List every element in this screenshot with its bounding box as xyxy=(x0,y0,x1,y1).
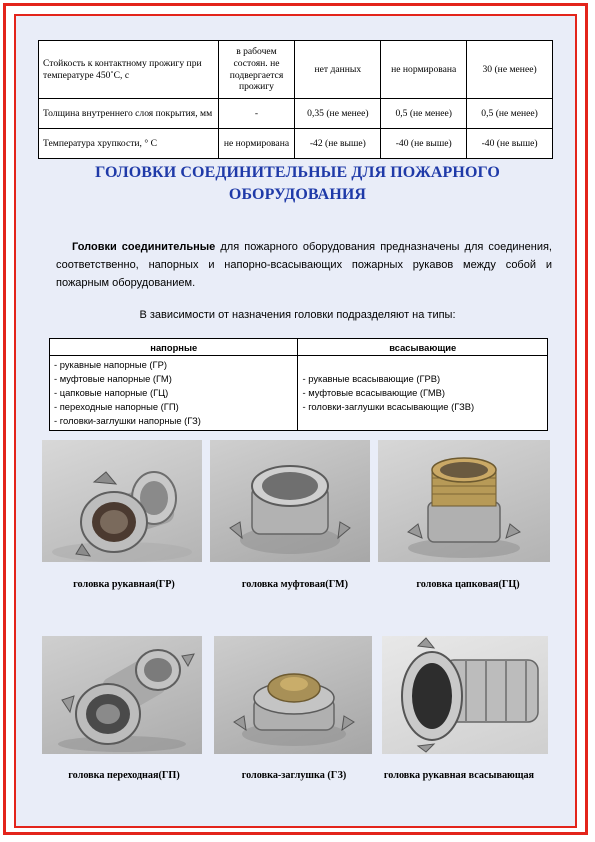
suction-hose-coupling-photo xyxy=(382,636,548,754)
list-item: - цапковые напорные (ГЦ) xyxy=(54,387,169,398)
types-header-suction: всасывающие xyxy=(298,339,548,356)
photo-caption: головка рукавная(ГР) xyxy=(73,579,175,590)
photo-caption: головка цапковая(ГЦ) xyxy=(416,579,520,590)
intro-bold: Головки соединительные xyxy=(72,241,216,253)
male-threaded-coupling-photo xyxy=(378,440,550,562)
adapter-coupling-photo xyxy=(42,636,202,754)
list-item: - головки-заглушки всасывающие (ГЗВ) xyxy=(302,401,475,412)
spec-cell: -40 (не выше) xyxy=(381,129,467,159)
spec-cell: -42 (не выше) xyxy=(295,129,381,159)
list-item: - муфтовые напорные (ГМ) xyxy=(54,373,172,384)
section-title-line2: ОБОРУДОВАНИЯ xyxy=(228,186,367,203)
spec-label: Толщина внутреннего слоя покрытия, мм xyxy=(39,99,219,129)
spec-label: Температура хрупкости, ° С xyxy=(39,129,219,159)
spec-label: Стойкость к контактному прожигу при температуре 450˚С, с xyxy=(39,41,219,99)
suction-types-list xyxy=(298,356,548,431)
spec-table xyxy=(38,40,553,159)
photo-caption: головка рукавная всасывающая xyxy=(383,770,535,781)
spec-cell: -40 (не выше) xyxy=(467,129,553,159)
spec-cell: не нормирована xyxy=(218,129,295,159)
spec-cell: 0,5 (не менее) xyxy=(381,99,467,129)
table-row xyxy=(39,129,553,159)
spec-cell: не нормирована xyxy=(381,41,467,99)
pressure-types-list xyxy=(50,356,298,431)
list-item: - рукавные напорные (ГР) xyxy=(54,359,167,370)
intro-paragraph xyxy=(56,238,552,292)
photo-caption: головка-заглушка (ГЗ) xyxy=(241,770,347,781)
photo-caption: головка переходная(ГП) xyxy=(68,770,180,781)
section-title: ГОЛОВКИ СОЕДИНИТЕЛЬНЫЕ ДЛЯ ПОЖАРНОГО xyxy=(95,164,500,181)
list-item: - головки-заглушки напорные (ГЗ) xyxy=(54,415,201,426)
table-row xyxy=(39,99,553,129)
spec-cell: - xyxy=(218,99,295,129)
types-table xyxy=(49,338,548,431)
types-intro: В зависимости от назначения головки подразделяют на типы: xyxy=(139,309,456,321)
spec-cell: нет данных xyxy=(295,41,381,99)
list-item: - муфтовые всасывающие (ГМВ) xyxy=(302,387,446,398)
list-item: - переходные напорные (ГП) xyxy=(54,401,179,412)
photo-caption: головка муфтовая(ГМ) xyxy=(241,579,349,590)
hose-coupling-photo xyxy=(42,440,202,562)
list-item: - рукавные всасывающие (ГРВ) xyxy=(302,373,441,384)
spec-cell: 30 (не менее) xyxy=(467,41,553,99)
types-header-pressure: напорные xyxy=(50,339,298,356)
socket-coupling-photo xyxy=(210,440,370,562)
table-row xyxy=(39,41,553,99)
intro-text: для пожарного оборудования предназначены для соединения, соответственно, напорных и напорно-всасывающих пожарных рукавов между собой и пожарным оборудованием. xyxy=(56,241,552,289)
spec-cell: 0,5 (не менее) xyxy=(467,99,553,129)
blanking-cap-photo xyxy=(214,636,372,754)
spec-cell: 0,35 (не менее) xyxy=(295,99,381,129)
spec-cell: в рабочем состоян. не подвергается прожигу xyxy=(218,41,295,99)
